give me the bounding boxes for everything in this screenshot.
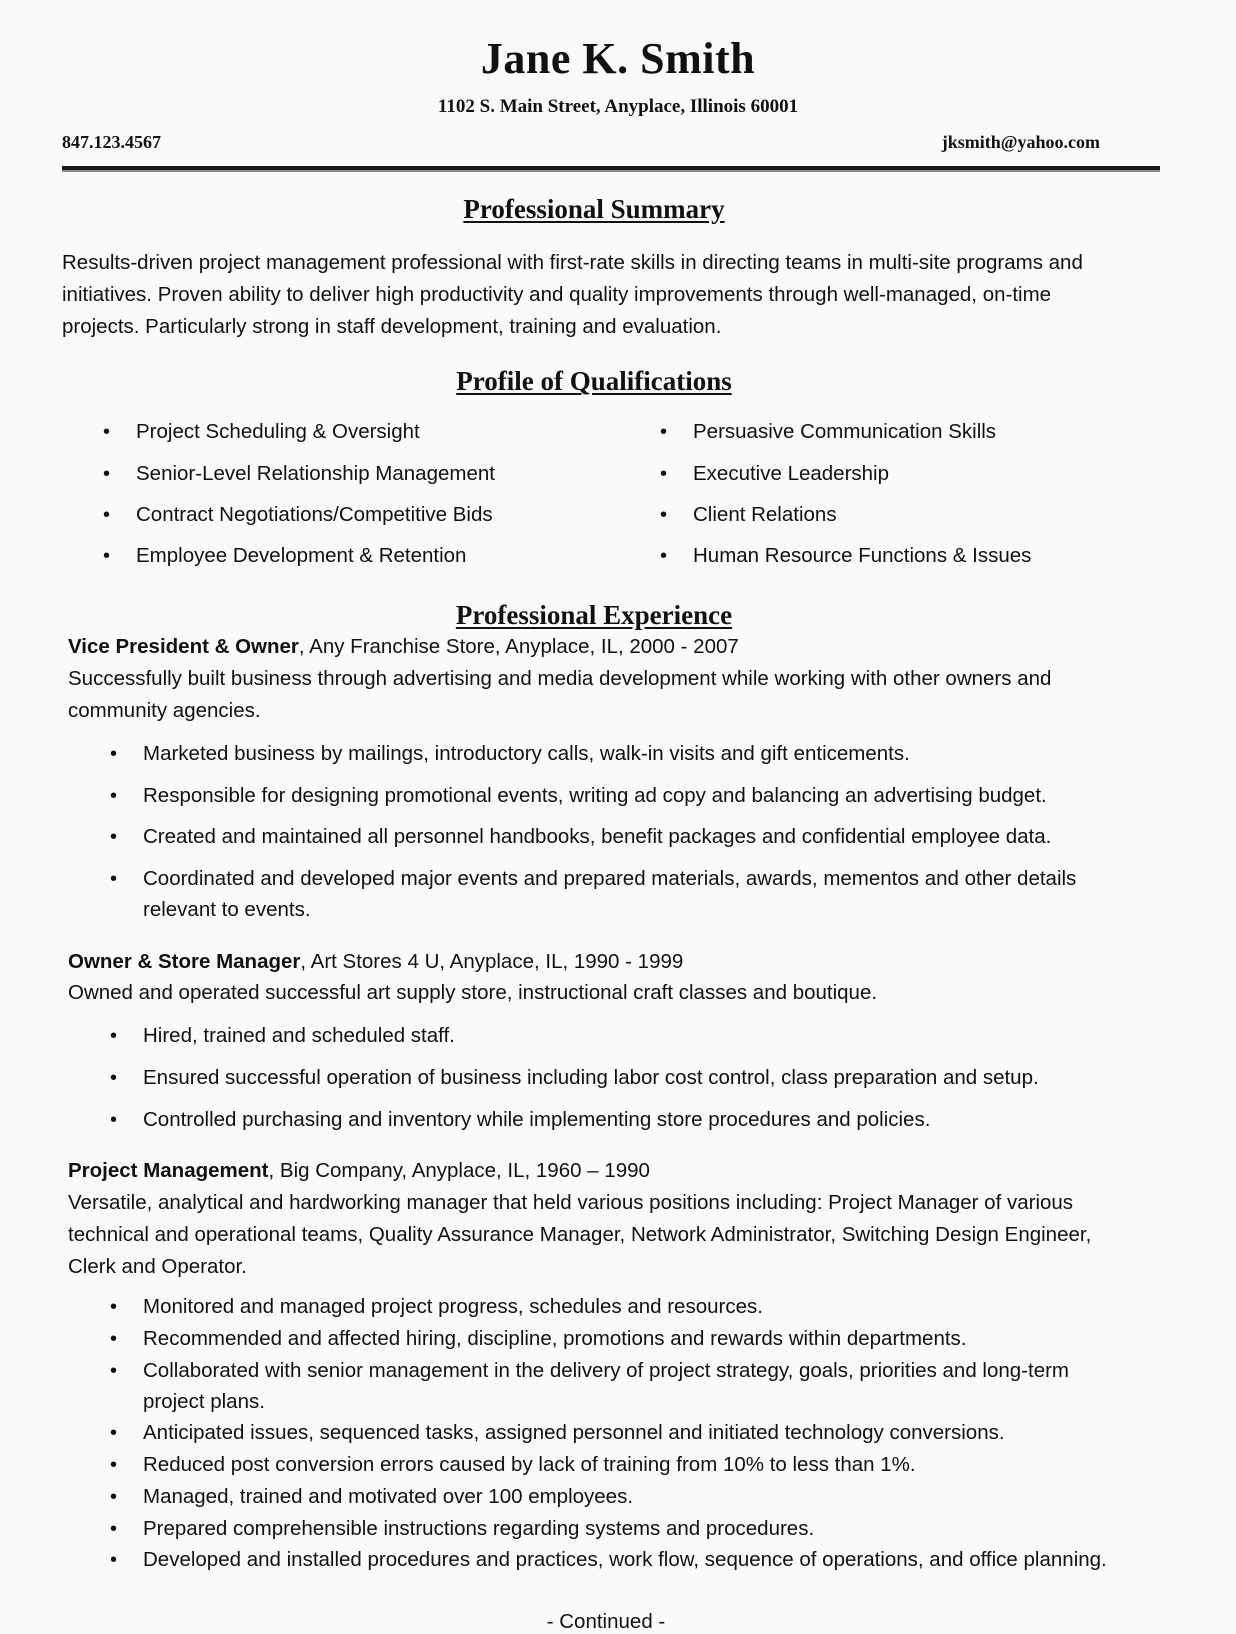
- bullet-icon: •: [110, 1328, 118, 1351]
- bullet-icon: •: [110, 1485, 118, 1508]
- bullet-icon: •: [110, 868, 118, 891]
- job-bullet-list: [68, 1021, 1118, 1135]
- experience-entry-header: [68, 631, 1118, 663]
- section-heading-qualifications: Profile of Qualifications: [456, 366, 732, 397]
- job-title: Vice President & Owner: [68, 635, 299, 659]
- list-item-label: Responsible for designing promotional events, writing ad copy and balancing an advertising budget.: [143, 783, 1047, 807]
- list-item: [660, 417, 1236, 448]
- list-item: [110, 1105, 1118, 1136]
- bullet-icon: •: [660, 545, 668, 568]
- candidate-name: Jane K. Smith: [480, 34, 756, 83]
- bullet-icon: •: [660, 462, 668, 485]
- bullet-icon: •: [110, 1359, 118, 1382]
- experience-entry: [68, 946, 1118, 1136]
- experience-entry: [68, 1155, 1118, 1576]
- section-professional-experience: [0, 600, 1236, 1576]
- bullet-icon: •: [110, 1517, 118, 1540]
- list-item-label: Prepared comprehensible instructions regarding systems and procedures.: [143, 1516, 815, 1540]
- bullet-icon: •: [103, 462, 111, 485]
- experience-list: [0, 631, 1236, 1576]
- section-professional-summary: [0, 172, 1236, 342]
- list-item-label: Monitored and managed project progress, schedules and resources.: [143, 1295, 763, 1319]
- list-item-label: Controlled purchasing and inventory while implementing store procedures and policies.: [143, 1107, 931, 1131]
- bullet-icon: •: [110, 742, 118, 765]
- qualifications-column-right: [660, 417, 1236, 582]
- list-item-label: Senior-Level Relationship Management: [136, 461, 495, 485]
- list-item: [110, 1450, 1118, 1481]
- summary-paragraph: Results-driven project management professional with first-rate skills in directing teams in multi-site programs and initiatives. Proven ability to deliver high productivity and quality improvements through well-managed, on-time projects. Particularly strong in staff development, training and evaluation.: [62, 251, 1083, 338]
- job-description: Successfully built business through advertising and media development while working with other owners and community agencies.: [68, 667, 1052, 723]
- list-item-label: Recommended and affected hiring, discipline, promotions and rewards within departments.: [143, 1327, 967, 1351]
- list-item-label: Ensured successful operation of business including labor cost control, class preparation and setup.: [143, 1065, 1039, 1089]
- email-address: jksmith@yahoo.com: [941, 132, 1100, 153]
- list-item-label: Coordinated and developed major events and prepared materials, awards, mementos and other details relevant to events.: [143, 867, 1077, 921]
- list-item: [110, 1356, 1118, 1418]
- list-item: [110, 1418, 1118, 1449]
- qualifications-column-left: [0, 417, 605, 582]
- list-item: [660, 459, 1236, 490]
- bullet-icon: •: [110, 1108, 118, 1131]
- qualifications-grid: [0, 417, 1236, 582]
- list-item: [103, 459, 605, 490]
- list-item: [110, 1292, 1118, 1323]
- job-title: Owner & Store Manager: [68, 949, 301, 973]
- list-item-label: Persuasive Communication Skills: [693, 420, 997, 444]
- section-heading-experience: Professional Experience: [455, 600, 733, 631]
- list-item-label: Hired, trained and scheduled staff.: [143, 1024, 455, 1048]
- summary-body: [62, 247, 1118, 342]
- section-heading-summary: Professional Summary: [463, 194, 725, 225]
- list-item: [110, 1514, 1118, 1545]
- list-item: [110, 1545, 1118, 1576]
- resume-header: [0, 0, 1236, 172]
- list-item-label: Client Relations: [693, 502, 837, 526]
- job-meta: , Big Company, Anyplace, IL, 1960 – 1990: [268, 1159, 650, 1183]
- list-item: [660, 541, 1236, 572]
- list-item: [110, 1482, 1118, 1513]
- contact-row: [0, 132, 1236, 162]
- list-item-label: Contract Negotiations/Competitive Bids: [136, 502, 493, 526]
- list-item-label: Human Resource Functions & Issues: [693, 544, 1032, 568]
- job-bullet-list: [68, 739, 1118, 926]
- job-description: Owned and operated successful art supply store, instructional craft classes and boutique.: [68, 981, 878, 1005]
- job-description: Versatile, analytical and hardworking manager that held various positions including: Project Manager of various technical and operational teams, Quality Assurance Manager, Network Administrator, Switching Design Engineer, Clerk and Operator.: [68, 1191, 1092, 1278]
- list-item-label: Collaborated with senior management in the delivery of project strategy, goals, priorities and long-term project plans.: [143, 1358, 1070, 1413]
- job-meta: , Art Stores 4 U, Anyplace, IL, 1990 - 1999: [300, 949, 684, 973]
- list-item-label: Anticipated issues, sequenced tasks, assigned personnel and initiated technology conversions.: [143, 1421, 1005, 1445]
- bullet-icon: •: [103, 545, 111, 568]
- candidate-address: 1102 S. Main Street, Anyplace, Illinois 60001: [437, 96, 799, 118]
- bullet-icon: •: [110, 784, 118, 807]
- bullet-icon: •: [110, 1066, 118, 1089]
- phone-number: 847.123.4567: [62, 132, 161, 153]
- bullet-icon: •: [103, 503, 111, 526]
- experience-entry-header: [68, 1155, 1118, 1187]
- bullet-icon: •: [103, 421, 111, 444]
- list-item: [660, 500, 1236, 531]
- list-item: [110, 1063, 1118, 1094]
- bullet-icon: •: [110, 1454, 118, 1477]
- list-item: [110, 864, 1118, 926]
- bullet-icon: •: [110, 1025, 118, 1048]
- experience-entry: [68, 631, 1118, 925]
- continued-marker: - Continued -: [546, 1610, 666, 1634]
- job-bullet-list: [68, 1292, 1118, 1576]
- bullet-icon: •: [660, 503, 668, 526]
- list-item-label: Managed, trained and motivated over 100 employees.: [143, 1484, 634, 1508]
- list-item: [103, 417, 605, 448]
- list-item-label: Project Scheduling & Oversight: [136, 420, 420, 444]
- bullet-icon: •: [110, 1549, 118, 1572]
- list-item-label: Marketed business by mailings, introductory calls, walk-in visits and gift enticements.: [143, 741, 910, 765]
- bullet-icon: •: [660, 421, 668, 444]
- list-item: [103, 541, 605, 572]
- list-item-label: Employee Development & Retention: [136, 544, 467, 568]
- list-item: [110, 1021, 1118, 1052]
- section-profile-of-qualifications: [0, 342, 1236, 582]
- list-item-label: Executive Leadership: [693, 461, 890, 485]
- job-title: Project Management: [68, 1159, 269, 1183]
- list-item-label: Reduced post conversion errors caused by lack of training from 10% to less than 1%.: [143, 1453, 916, 1477]
- list-item: [110, 739, 1118, 770]
- list-item-label: Created and maintained all personnel handbooks, benefit packages and confidential employee data.: [143, 825, 1052, 849]
- list-item: [110, 1324, 1118, 1355]
- list-item-label: Developed and installed procedures and practices, work flow, sequence of operations, and office planning.: [143, 1548, 1107, 1572]
- list-item: [110, 781, 1118, 812]
- bullet-icon: •: [110, 1422, 118, 1445]
- list-item: [103, 500, 605, 531]
- job-meta: , Any Franchise Store, Anyplace, IL, 2000 - 2007: [298, 635, 739, 659]
- list-item: [110, 822, 1118, 853]
- bullet-icon: •: [110, 826, 118, 849]
- bullet-icon: •: [110, 1296, 118, 1319]
- experience-entry-header: [68, 946, 1118, 978]
